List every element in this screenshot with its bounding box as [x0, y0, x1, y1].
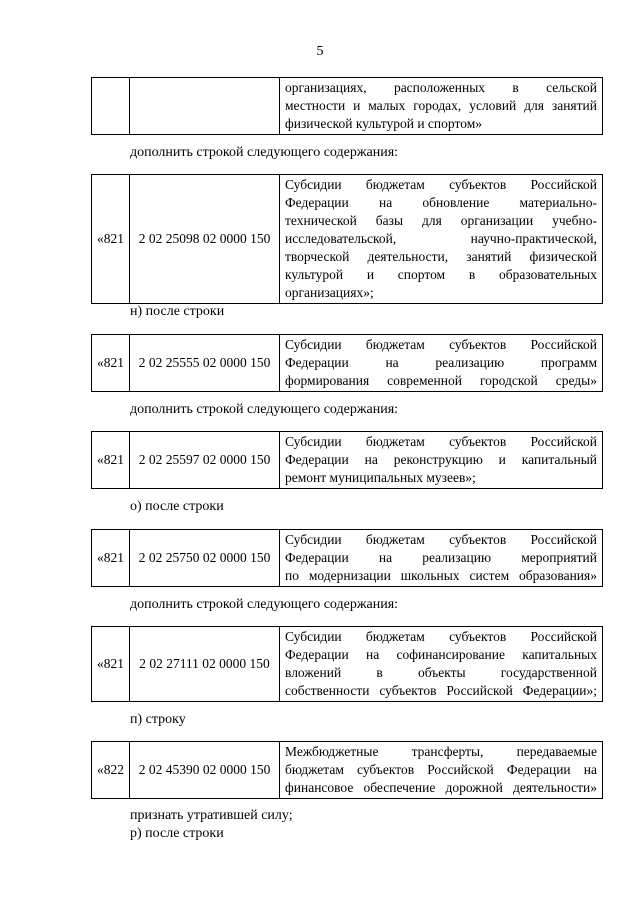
description-cell	[280, 335, 603, 392]
description-line: бюджетам субъектов Российской Федерации на	[285, 762, 597, 777]
budget-row-table	[91, 174, 603, 304]
description-line: Федерации на обновление материально-	[285, 195, 597, 210]
table-row	[92, 432, 603, 489]
budget-code-cell	[130, 78, 280, 135]
description-line: собственности субъектов Российской Федерации»;	[285, 683, 597, 698]
budget-code-cell: 2 02 45390 02 0000 150	[130, 742, 280, 799]
description-line: организациях»;	[285, 285, 374, 300]
admin-code-cell: «821	[92, 335, 130, 392]
description-cell	[280, 627, 603, 702]
table-row	[92, 530, 603, 587]
admin-code-cell: «821	[92, 627, 130, 702]
description-line: Федерации на реализацию мероприятий	[285, 550, 597, 565]
description-line: физической культурой и спортом»	[285, 116, 482, 131]
description-line: формирования современной городской среды»	[285, 373, 597, 388]
page-number: 5	[316, 44, 324, 59]
budget-row-table	[91, 77, 603, 135]
description-line: организациях, расположенных в сельской	[285, 80, 597, 95]
description-line: Федерации на реализацию программ	[285, 355, 597, 370]
description-line: Субсидии бюджетам субъектов Российской	[285, 337, 597, 352]
description-line: ремонт муниципальных музеев»;	[285, 470, 476, 485]
description-line: по модернизации школьных систем образования»	[285, 568, 597, 583]
budget-code-cell: 2 02 25597 02 0000 150	[130, 432, 280, 489]
instruction-text: дополнить строкой следующего содержания:	[130, 145, 399, 160]
description-line: Федерации на реконструкцию и капитальный	[285, 452, 597, 467]
admin-code-cell: «822	[92, 742, 130, 799]
budget-row-table	[91, 626, 603, 702]
description-line: исследовательской, научно-практической,	[285, 231, 597, 246]
description-cell	[280, 175, 603, 304]
admin-code-cell: «821	[92, 432, 130, 489]
admin-code-cell: «821	[92, 530, 130, 587]
description-line: Субсидии бюджетам субъектов Российской	[285, 629, 597, 644]
description-line: культурой и спортом в образовательных	[285, 267, 597, 282]
admin-code-cell: «821	[92, 175, 130, 304]
description-line: Субсидии бюджетам субъектов Российской	[285, 532, 597, 547]
budget-code-cell: 2 02 27111 02 0000 150	[130, 627, 280, 702]
table-row	[92, 175, 603, 304]
description-cell	[280, 742, 603, 799]
table-row	[92, 627, 603, 702]
description-line: местности и малых городах, условий для занятий	[285, 98, 597, 113]
table-row	[92, 78, 603, 135]
table-row	[92, 335, 603, 392]
description-cell	[280, 78, 603, 135]
description-line: Федерации на софинансирование капитальных	[285, 647, 597, 662]
budget-code-cell: 2 02 25098 02 0000 150	[130, 175, 280, 304]
description-line: творческой деятельности, занятий физической	[285, 249, 597, 264]
instruction-text: признать утратившей силу;	[130, 808, 293, 823]
budget-row-table	[91, 741, 603, 799]
description-line: Межбюджетные трансферты, передаваемые	[285, 744, 597, 759]
instruction-text: дополнить строкой следующего содержания:	[130, 597, 399, 612]
instruction-text: о) после строки	[130, 499, 224, 514]
instruction-text: дополнить строкой следующего содержания:	[130, 402, 399, 417]
table-row	[92, 742, 603, 799]
description-line: технической базы для организации учебно-	[285, 213, 597, 228]
description-line: вложений в объекты государственной	[285, 665, 597, 680]
instruction-text: п) строку	[130, 712, 186, 727]
description-cell	[280, 432, 603, 489]
description-line: Субсидии бюджетам субъектов Российской	[285, 177, 597, 192]
admin-code-cell	[92, 78, 130, 135]
description-cell	[280, 530, 603, 587]
budget-row-table	[91, 431, 603, 489]
budget-row-table	[91, 529, 603, 587]
budget-code-cell: 2 02 25555 02 0000 150	[130, 335, 280, 392]
description-line: финансовое обеспечение дорожной деятельности»	[285, 780, 597, 795]
description-line: Субсидии бюджетам субъектов Российской	[285, 434, 597, 449]
budget-code-cell: 2 02 25750 02 0000 150	[130, 530, 280, 587]
instruction-text: н) после строки	[130, 304, 225, 319]
budget-row-table	[91, 334, 603, 392]
instruction-text: р) после строки	[130, 826, 224, 841]
